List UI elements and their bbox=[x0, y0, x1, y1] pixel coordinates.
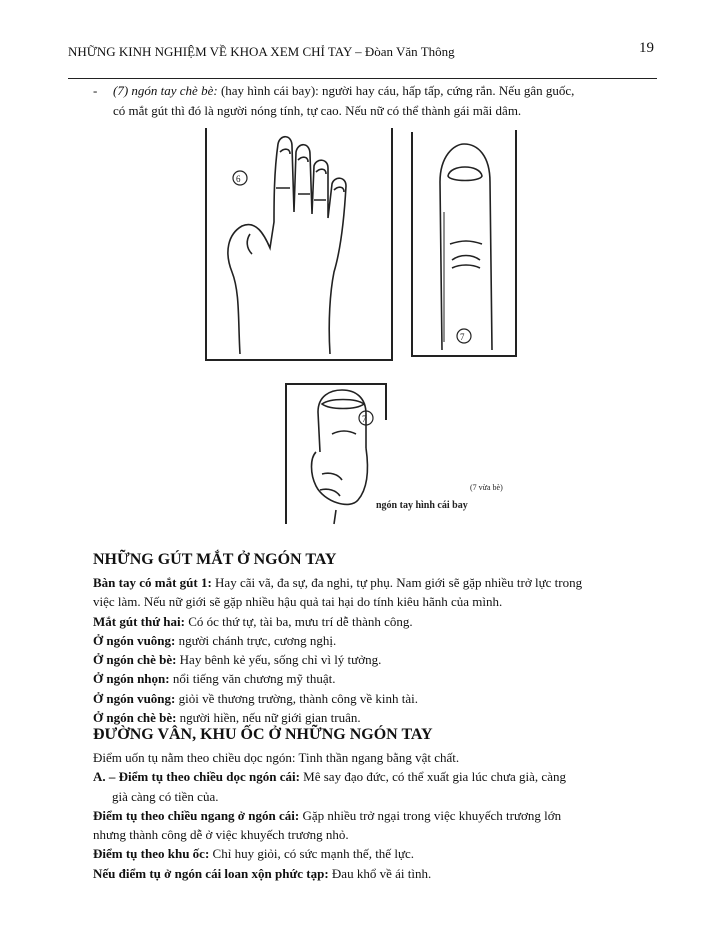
figure-label-6: 6 bbox=[236, 174, 241, 184]
intro-text: (hay hình cái bay): người hay cáu, hấp tấp, cứng rắn. Nếu gân guốc, bbox=[217, 83, 575, 98]
whorl-item-d bbox=[93, 864, 653, 883]
header-rule bbox=[68, 78, 657, 79]
whorl-text-a: Mê say đạo đức, có thể xuất gia lúc chưa già, càng bbox=[299, 769, 566, 785]
whorl-item-c bbox=[93, 844, 653, 863]
knot-label-4: Ở ngón vuông: bbox=[93, 632, 176, 648]
knot-text-3: Có óc thứ tự, tài ba, mưu trí dễ thành công. bbox=[184, 613, 413, 629]
knot-line-4 bbox=[93, 631, 653, 650]
intro-line-1 bbox=[93, 81, 653, 101]
knot-line-6 bbox=[93, 669, 653, 688]
hand-figure-6 bbox=[206, 128, 392, 360]
page-number: 19 bbox=[639, 40, 654, 56]
figure-label-7b: 7 bbox=[362, 414, 367, 424]
knot-text-7: giỏi về thương trường, thành công về kinh tài. bbox=[175, 690, 419, 706]
whorl-section-body bbox=[93, 748, 653, 883]
whorl-label-d: Nếu điểm tụ ở ngón cái loan xộn phức tạp: bbox=[93, 865, 329, 881]
whorl-item-a bbox=[93, 767, 653, 786]
whorl-line-1: Điểm uốn tụ nằm theo chiều dọc ngón: Tinh thần ngang bằng vật chất. bbox=[93, 750, 460, 765]
knot-label-6: Ở ngón nhọn: bbox=[93, 671, 170, 687]
knot-line-3 bbox=[93, 612, 653, 631]
knot-label-8: Ở ngón chè bè: bbox=[93, 710, 177, 726]
spatula-finger-figure bbox=[286, 384, 386, 524]
fingertip-figure-7 bbox=[412, 130, 516, 356]
knot-label-1: Bàn tay có mắt gút 1: bbox=[93, 575, 212, 590]
figure-caption-small: (7 vừa bè) bbox=[470, 483, 503, 492]
header-title: NHỮNG KINH NGHIỆM VỀ KHOA XEM CHỈ TAY – Đòan Văn Thông bbox=[68, 44, 455, 59]
knot-section-body bbox=[93, 573, 653, 727]
whorl-text-b: Gặp nhiều trở ngại trong việc khuyếch trương lớn bbox=[299, 807, 562, 823]
knot-line-2 bbox=[93, 592, 653, 611]
knot-text-5: Hay bênh kẻ yếu, sống chỉ vì lý tưởng. bbox=[176, 652, 382, 668]
whorl-label-c: Điểm tụ theo khu ốc: bbox=[93, 846, 210, 862]
knot-text-1: Hay cãi vã, đa sự, đa nghi, tự phụ. Nam giới sẽ gặp nhiều trở lực trong bbox=[211, 575, 583, 590]
page-header bbox=[68, 40, 654, 64]
intro-line-2: có mắt gút thì đó là người nóng tính, tự cao. Nếu nữ có thể thành gái mãi dâm. bbox=[113, 103, 522, 118]
figure-label-7a: 7 bbox=[460, 332, 465, 342]
whorl-text-d: Đau khổ về ái tình. bbox=[328, 865, 432, 881]
heading-knot-section: NHỮNG GÚT MẮT Ở NGÓN TAY bbox=[93, 551, 337, 568]
knot-text-2: việc làm. Nếu nữ giới sẽ gặp nhiều hậu quả tai hại do tính kiêu hãnh của mình. bbox=[93, 594, 503, 610]
whorl-item-b-cont: nhưng thành công dễ ở việc khuyếch trương nhỏ. bbox=[93, 827, 349, 843]
finger-illustrations bbox=[180, 122, 540, 532]
knot-text-8: người hiền, nếu nữ giới gian truân. bbox=[176, 710, 361, 726]
knot-line-8 bbox=[93, 708, 653, 727]
knot-line-5 bbox=[93, 650, 653, 669]
knot-label-5: Ở ngón chè bè: bbox=[93, 652, 177, 668]
knot-label-7: Ở ngón vuông: bbox=[93, 690, 176, 706]
figure-caption: ngón tay hình cái bay bbox=[376, 500, 468, 511]
whorl-text-c: Chỉ huy giỏi, có sức mạnh thế, thế lực. bbox=[209, 846, 415, 862]
intro-paragraph bbox=[93, 81, 653, 121]
intro-term: (7) ngón tay chè bè: bbox=[113, 83, 218, 98]
whorl-item-b bbox=[93, 806, 653, 825]
knot-label-3: Mắt gút thứ hai: bbox=[93, 613, 185, 629]
whorl-label-a: A. – Điểm tụ theo chiều dọc ngón cái: bbox=[93, 769, 300, 785]
knot-text-4: người chánh trực, cương nghị. bbox=[175, 632, 337, 648]
knot-line-1 bbox=[93, 573, 653, 592]
list-dash: - bbox=[93, 83, 98, 98]
heading-whorl-section: ĐƯỜNG VÂN, KHU ỐC Ở NHỮNG NGÓN TAY bbox=[93, 726, 433, 743]
whorl-label-b: Điểm tụ theo chiều ngang ở ngón cái: bbox=[93, 807, 300, 823]
finger-illustrations-svg bbox=[180, 122, 540, 532]
knot-text-6: nổi tiếng văn chương mỹ thuật. bbox=[169, 671, 336, 687]
whorl-item-a-cont: già càng có tiền của. bbox=[112, 788, 219, 804]
knot-line-7 bbox=[93, 689, 653, 708]
